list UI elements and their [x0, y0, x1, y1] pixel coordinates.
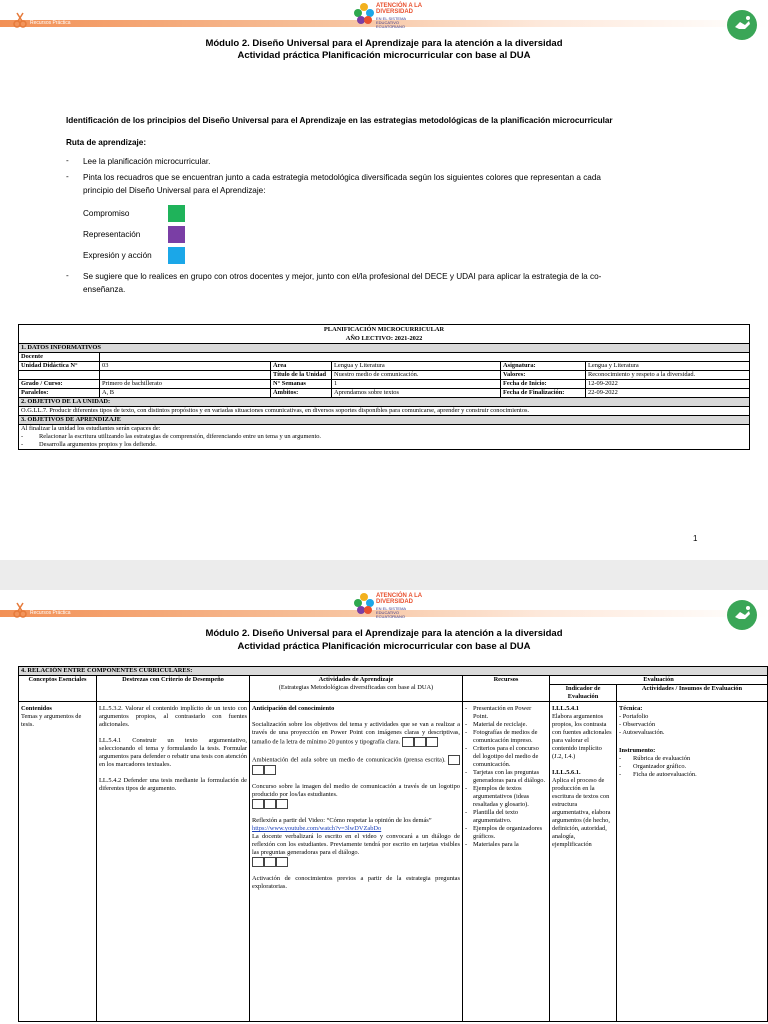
conceptos-cell [19, 702, 97, 1022]
area-label: Área [271, 362, 332, 371]
activity-item [252, 817, 460, 867]
instrumento-item: - Ficha de autoevaluación. [619, 771, 765, 779]
recurso-item: - Criterios para el concurso del logotipo del medio de comunicación. [465, 745, 547, 769]
col-actividades-sub: (Estrategias Metodológicas diversificadas con base al DUA) [278, 684, 434, 691]
instrumento-item: - Rúbrica de evaluación [619, 755, 765, 763]
color-swatch-representacion [168, 226, 185, 243]
dua-box[interactable] [414, 737, 426, 747]
scissors-icon [12, 12, 28, 28]
titulo-value: Nuestro medio de comunicación. [332, 371, 501, 380]
activity-text: La docente verbalizará lo escrito en el video y convocará a un diálogo de reflexión con los estudiantes. Previamente tendrá por escrito en tarjetas visibles las preguntas generadoras para el diálogo. [252, 833, 460, 856]
color-swatch-expresion [168, 247, 185, 264]
module-title: Módulo 2. Diseño Universal para el Aprendizaje para la atención a la diversidad [205, 38, 563, 49]
inicio-value: 12-09-2022 [586, 380, 750, 389]
step-2: Pinta los recuadros que se encuentran junto a cada estrategia metodológica diversificada según los siguientes colores que representan a cada [83, 173, 601, 182]
dua-box[interactable] [264, 857, 276, 867]
tecnica-text: Observación [622, 721, 656, 728]
indicador-code: I.LL.5.6.1. [552, 769, 581, 776]
col-indicador: Indicador de Evaluación [550, 685, 617, 702]
scissors-icon [12, 602, 28, 618]
destreza-item: LL.5.4.2 Defender una tesis mediante la formulación de diferentes tipos de argumento. [99, 777, 247, 792]
col-evaluacion: Evaluación [550, 676, 768, 685]
diversity-logo [354, 2, 424, 28]
asignatura-label: Asignatura: [501, 362, 586, 371]
dua-box[interactable] [448, 755, 460, 765]
page-number: 1 [693, 534, 698, 543]
suggestion-line1: Se sugiere que lo realices en grupo con otros docentes y mejor, junto con el/la profesional del DECE y UDAI para aplicar la estrategia de la co- [83, 272, 602, 281]
unidad-value: 03 [100, 362, 271, 371]
route-heading: Ruta de aprendizaje: [66, 138, 147, 147]
module-title: Módulo 2. Diseño Universal para el Aprendizaje para la atención a la diversidad [205, 628, 563, 639]
grado-value: Primero de bachillerato [100, 380, 271, 389]
col-recursos: Recursos [463, 676, 550, 702]
docente-label: Docente [19, 353, 100, 362]
objective-text: O.G.LL.7. Producir diferentes tipos de texto, con distintos propósitos y en variadas situaciones comunicativas, en diversos soportes disponibles para comunicarse, aprender y construir conocimientos. [19, 407, 750, 416]
fin-value: 22-09-2022 [586, 389, 750, 398]
header-band-text: Recursos Práctica [30, 610, 71, 616]
dua-box[interactable] [264, 765, 276, 775]
valores-value: Reconocimiento y respeto a la diversidad. [586, 371, 750, 380]
recurso-item: - Materiales para la [465, 841, 547, 849]
section-3-header: 3. OBJETIVOS DE APRENDIZAJE [19, 416, 750, 425]
fin-label: Fecha de Finalización: [501, 389, 586, 398]
recurso-item: - Plantilla del texto argumentativo. [465, 809, 547, 825]
tecnica-item: - Autoevaluación. [619, 729, 665, 736]
flower-icon [354, 2, 374, 26]
activity-item [252, 755, 460, 775]
learning-item: - Relacionar la escritura utilizando las estrategias de comprensión, diferenciando entre un tema y un argumento. [21, 433, 747, 441]
section-4-header: 4. RELACIÓN ENTRE COMPONENTES CURRICULARES: [19, 667, 768, 676]
step-2-cont: principio del Diseño Universal para el Aprendizaje: [83, 186, 266, 195]
tecnica-item: - Observación [619, 721, 656, 728]
inicio-label: Fecha de Inicio: [501, 380, 586, 389]
learning-list [21, 433, 747, 449]
instrumento-item: - Organizador gráfico. [619, 763, 765, 771]
tecnica-label: Técnica: [619, 705, 643, 712]
semanas-value: 1 [332, 380, 501, 389]
indicador-text: Elabora argumentos propios, los contrasta con fuentes adicionales para valorar el contenido implícito (J.2, I.4.) [552, 713, 612, 760]
anticipation-title: Anticipación del conocimiento [252, 705, 335, 712]
dua-box[interactable] [402, 737, 414, 747]
instrumento-list [619, 755, 765, 779]
page-2 [0, 590, 768, 1024]
destreza-item: LL.5.4.1 Construir un texto argumentativo, seleccionando el tema y formulando la tesis. Formular argumentos para defender o rebatir una tesis con atención en los marcadores textuales. [99, 737, 247, 768]
unidad-label: Unidad Didáctica N° [19, 362, 100, 371]
flower-icon [354, 592, 374, 616]
learning-objectives-cell [19, 425, 750, 450]
indicador-text: Aplica el proceso de producción en la escritura de textos con estructura argumentativa, elabora argumentos (de hecho, definición, autoridad, analogía, ejemplificación [552, 777, 611, 848]
paralelo-label: Paralelos: [19, 389, 100, 398]
video-link[interactable]: https://www.youtube.com/watch?v=3lwDVZabDo [252, 825, 382, 832]
logo-title-line1: ATENCIÓN A LA [376, 3, 423, 9]
recurso-item: - Ejemplos de organizadores gráficos. [465, 825, 547, 841]
asignatura-value: Lengua y Literatura [586, 362, 750, 371]
recurso-item: - Tarjetas con las preguntas generadoras para el diálogo. [465, 769, 547, 785]
dua-color-boxes[interactable] [252, 799, 460, 809]
recursos-list [465, 705, 547, 849]
bullet-dash: - [66, 172, 69, 181]
hand-badge-icon [727, 600, 757, 630]
dua-box[interactable] [276, 799, 288, 809]
logo-title-line2: DIVERSIDAD [376, 599, 414, 605]
indicador-cell [550, 702, 617, 1022]
dua-box[interactable] [426, 737, 438, 747]
conceptos-text: Temas y argumentos de tesis. [21, 713, 82, 728]
instrumentos-cell [617, 702, 768, 1022]
activity-text: Concurso sobre la imagen del medio de comunicación a través de un logotipo producido por los/las estudiantes. [252, 783, 460, 798]
diversity-logo [354, 592, 424, 618]
col-instrumentos: Actividades / Insumos de Evaluación [617, 685, 768, 702]
logo-title-line1: ATENCIÓN A LA [376, 593, 423, 599]
components-table [18, 666, 768, 1022]
ambitos-value: Aprendamos sobre textos [332, 389, 501, 398]
activity-text: Reflexión a partir del Video: “Cómo respetar la opinión de los demás” [252, 817, 432, 824]
col-actividades: Actividades de Aprendizaje [318, 676, 394, 683]
dua-box[interactable] [264, 799, 276, 809]
section-1-header: 1. DATOS INFORMATIVOS [19, 344, 750, 353]
destrezas-cell [97, 702, 250, 1022]
identification-heading: Identificación de los principios del Diseño Universal para el Aprendizaje en las estrategias metodológicas de la planificación microcurricular [66, 116, 613, 125]
color-label-representacion: Representación [83, 230, 141, 239]
section-2-header: 2. OBJETIVO DE LA UNIDAD: [19, 398, 750, 407]
docente-value [100, 353, 750, 362]
recurso-item: - Ejemplos de textos argumentativos (ideas resaltadas y glosario). [465, 785, 547, 809]
dua-color-boxes[interactable] [402, 738, 438, 745]
logo-subtitle: EN EL SISTEMA EDUCATIVO ECUATORIANO [376, 606, 406, 619]
conceptos-title: Contenidos [21, 705, 52, 712]
activity-item [252, 783, 460, 809]
tecnica-text: Autoevaluación. [622, 729, 665, 736]
dua-box[interactable] [276, 857, 288, 867]
tecnica-text: Portafolio [622, 713, 649, 720]
instrumento-label: Instrumento: [619, 747, 656, 754]
plan-title: PLANIFICACIÓN MICROCURRICULAR [323, 326, 445, 333]
dua-box[interactable] [252, 765, 264, 775]
bullet-dash: - [66, 156, 69, 165]
col-destrezas: Destrezas con Criterio de Desempeño [97, 676, 250, 702]
logo-subtitle: EN EL SISTEMA EDUCATIVO ECUATORIANO [376, 16, 406, 29]
activity-title: Actividad práctica Planificación microcurricular con base al DUA [237, 641, 531, 652]
plan-table [18, 324, 750, 450]
col-conceptos: Conceptos Esenciales [19, 676, 97, 702]
bullet-dash: - [66, 271, 69, 280]
tecnica-item: - Portafolio [619, 713, 649, 720]
step-1: Lee la planificación microcurricular. [83, 157, 211, 166]
header-band-text: Recursos Práctica [30, 20, 71, 26]
ambitos-label: Ámbitos: [271, 389, 332, 398]
indicador-code: I.LL.5.4.1 [552, 705, 579, 712]
area-value: Lengua y Literatura [332, 362, 501, 371]
recursos-cell [463, 702, 550, 1022]
col-actividades-cell [250, 676, 463, 702]
plan-title-cell [19, 325, 750, 344]
actividades-cell [250, 702, 463, 1022]
learning-intro: Al finalizar la unidad los estudiantes serán capaces de: [21, 425, 161, 432]
grado-label: Grado / Curso: [19, 380, 100, 389]
dua-box[interactable] [252, 857, 264, 867]
dua-color-boxes[interactable] [252, 857, 460, 867]
activity-text: Ambientación del aula sobre un medio de comunicación (prensa escrita). [252, 756, 446, 764]
activity-text: Activación de conocimientos previos a partir de la estrategia preguntas exploratorias. [252, 875, 460, 890]
plan-year: AÑO LECTIVO: 2021-2022 [345, 335, 423, 342]
valores-label: Valores: [501, 371, 586, 380]
semanas-label: N° Semanas [271, 380, 332, 389]
recurso-item: - Fotografías de medios de comunicación impreso. [465, 729, 547, 745]
color-label-compromiso: Compromiso [83, 209, 130, 218]
recurso-item: - Material de reciclaje. [465, 721, 547, 729]
color-label-expresion: Expresión y acción [83, 251, 152, 260]
recurso-item: - Presentación en Power Point. [465, 705, 547, 721]
logo-title-line2: DIVERSIDAD [376, 9, 414, 15]
activity-title: Actividad práctica Planificación microcurricular con base al DUA [237, 50, 531, 61]
activity-item [252, 721, 460, 747]
activity-text: Socialización sobre los objetivos del tema y actividades que se van a realizar a través de una proyección en Power Point con imágenes claras y descriptivas, tamaño de la letra de mínimo 20 puntos y tipografía clara. [252, 721, 460, 746]
page-gap [0, 560, 768, 590]
paralelo-value: A, B [100, 389, 271, 398]
destreza-item: LL.5.3.2. Valorar el contenido implícito de un texto con argumentos propios, al contrastarlo con fuentes adicionales. [99, 705, 247, 728]
color-swatch-compromiso [168, 205, 185, 222]
unidad-filler [19, 371, 100, 380]
titulo-label: Título de la Unidad [271, 371, 332, 380]
learning-item: - Desarrolla argumentos propios y los defiende. [21, 441, 747, 449]
suggestion-line2: enseñanza. [83, 285, 126, 294]
hand-badge-icon [727, 10, 757, 40]
unidad-filler [100, 371, 271, 380]
dua-box[interactable] [252, 799, 264, 809]
